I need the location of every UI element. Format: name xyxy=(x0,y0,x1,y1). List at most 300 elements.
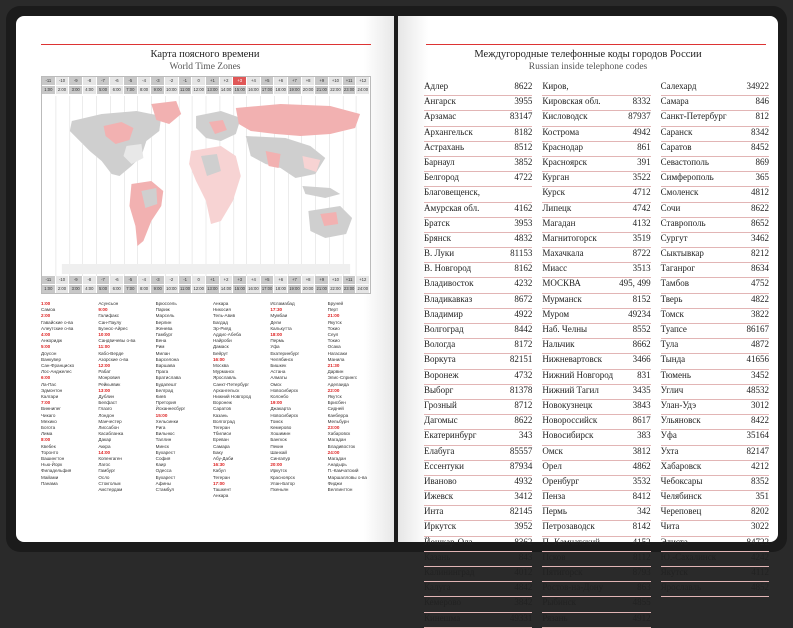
city-name: Вашингтон xyxy=(41,456,65,462)
table-row xyxy=(424,613,532,628)
dial-code: 4842 xyxy=(514,582,533,593)
city-name: Тегеран xyxy=(212,425,230,431)
city-name: Тюмень xyxy=(660,369,691,380)
city-name: Стамбул xyxy=(155,487,175,493)
zone-cell: 2:00 xyxy=(56,285,70,293)
table-row xyxy=(542,446,650,461)
dial-code: 3955 xyxy=(514,96,533,107)
city-name: Владивосток xyxy=(424,278,474,289)
city-time-columns xyxy=(41,301,381,541)
city-name: Париж xyxy=(155,307,170,313)
city-name: Нью-Йорк xyxy=(41,462,63,468)
city-name: Краснодар xyxy=(542,141,583,152)
city-name: Братислава xyxy=(155,375,181,381)
city-name: Углич xyxy=(660,384,684,395)
page-title: Междугородные телефонные коды городов России xyxy=(474,49,702,60)
zone-cell: 19:00 xyxy=(288,86,302,94)
city-name: Фиджи xyxy=(327,480,343,486)
dial-code: 81378 xyxy=(509,384,533,395)
city-name: Ереван xyxy=(212,437,229,443)
table-row xyxy=(424,157,532,172)
zone-cell: +9 xyxy=(315,77,329,85)
dial-code: 8342 xyxy=(750,126,769,137)
zone-cell: 4:00 xyxy=(83,86,97,94)
city-name: Грозный xyxy=(424,399,457,410)
dial-code: 8452 xyxy=(750,141,769,152)
city-name: Магадан xyxy=(327,456,346,462)
dial-code: 8162 xyxy=(514,263,533,274)
city-name: Азорские о-ва xyxy=(98,356,129,362)
city-name: Милан xyxy=(155,350,170,356)
zone-time-label: 4:00 xyxy=(41,332,51,338)
city-name: Туапсе xyxy=(660,324,687,334)
city-name: Ангарск xyxy=(424,96,456,107)
table-row xyxy=(424,96,532,111)
dial-code: 8152 xyxy=(632,293,651,304)
city-name: Алеутские о-ва xyxy=(41,325,74,331)
zone-cell: -3 xyxy=(151,276,165,284)
city-name: Новосибирск xyxy=(542,430,594,441)
city-name: Дублин xyxy=(98,394,115,400)
city-name: Дели xyxy=(270,319,282,325)
table-row xyxy=(424,81,532,96)
zone-cell: +8 xyxy=(302,77,316,85)
city-name: Красноярск xyxy=(270,474,295,480)
city-name: Бейрут xyxy=(212,350,229,356)
zone-cell: 17:00 xyxy=(261,285,275,293)
city-name: Торонто xyxy=(41,449,59,455)
city-name: Манчестер xyxy=(98,418,122,424)
city-name: Афины xyxy=(155,480,171,486)
dial-code: 8142 xyxy=(632,521,651,532)
table-row xyxy=(542,461,650,476)
zone-time-label: 15:00 xyxy=(155,412,168,418)
city-name: Благовещенск, xyxy=(424,187,481,198)
city-name: Воркута xyxy=(424,354,456,365)
zone-time-label: 17:30 xyxy=(270,307,283,313)
city-name: Доусон xyxy=(41,350,57,356)
city-name: Братск xyxy=(424,217,450,228)
zone-cell: -11 xyxy=(42,276,56,284)
city-name: Уфа xyxy=(660,430,677,441)
city-name: Кемерово xyxy=(270,425,292,431)
city-name: Калькутта xyxy=(270,325,292,331)
table-row xyxy=(542,172,650,187)
dial-code: 4152 xyxy=(632,536,651,547)
zone-cell: -8 xyxy=(83,276,97,284)
city-name: Кисловодск xyxy=(542,111,588,122)
city-name: Минск xyxy=(155,443,169,449)
zone-cell: -5 xyxy=(124,276,138,284)
city-name: Чебоксары xyxy=(660,475,703,486)
table-row xyxy=(661,567,769,582)
table-row xyxy=(424,127,532,142)
city-name: Дакар xyxy=(98,437,112,443)
zone-cell: 0 xyxy=(192,77,206,85)
city-name: Пекин xyxy=(270,443,284,449)
city-name: Анкара xyxy=(212,493,229,499)
dial-code: 81153 xyxy=(510,248,533,259)
city-name: Колонбо xyxy=(270,394,289,400)
dial-code: 3513 xyxy=(632,263,651,274)
table-row xyxy=(424,400,532,415)
table-row xyxy=(542,537,650,552)
zone-cell: 9:00 xyxy=(151,285,165,293)
zone-time-label: 19:00 xyxy=(270,400,283,406)
city-name: Магадан xyxy=(542,217,576,228)
city-name: Анадырь xyxy=(327,462,347,468)
city-name: Волгоград xyxy=(212,418,235,424)
dial-code: 4855 xyxy=(632,597,651,608)
dial-code: 8722 xyxy=(632,248,651,259)
city-name: Кемерово xyxy=(424,597,462,608)
city-column xyxy=(98,301,151,541)
city-name: Осака xyxy=(327,344,341,350)
dial-code: 8112 xyxy=(632,551,651,562)
zone-cell: 19:00 xyxy=(288,285,302,293)
dial-code: 8652 xyxy=(750,217,769,228)
zone-cell: 20:00 xyxy=(302,285,316,293)
city-name: Нижний Новгород xyxy=(542,369,614,380)
zone-cell: -1 xyxy=(179,77,193,85)
zone-time-label: 18:00 xyxy=(270,332,283,338)
city-name: Лондон xyxy=(98,412,115,418)
dial-code: 4812 xyxy=(750,187,769,198)
dial-code: 4922 xyxy=(514,308,533,319)
city-name: П.-Камчатский xyxy=(327,468,359,474)
dial-code: 4822 xyxy=(750,293,769,304)
table-row xyxy=(661,81,769,96)
city-name: Богота xyxy=(41,425,56,431)
zone-offset-row-bottom xyxy=(42,276,370,284)
table-row xyxy=(424,370,532,385)
zone-time-label: 7:00 xyxy=(41,400,51,406)
city-name: Никосия xyxy=(212,307,231,313)
city-name: Копенгаген xyxy=(98,456,122,462)
city-name: Челябинск xyxy=(660,491,702,502)
dial-code: 87937 xyxy=(628,111,651,122)
city-name: Астана xyxy=(270,369,286,375)
city-name: Ла-Пас xyxy=(41,381,57,387)
zone-time-label: 1:00 xyxy=(41,301,51,306)
zone-time-label: 6:00 xyxy=(41,375,51,381)
zone-cell: 14:00 xyxy=(220,285,234,293)
city-name: Дамаск xyxy=(212,344,229,350)
zone-cell: 13:00 xyxy=(206,86,220,94)
city-name: Магнитогорск xyxy=(542,232,597,243)
dial-code: 843 xyxy=(518,551,533,562)
city-name: Хабаровск xyxy=(327,431,351,437)
zone-cell: +11 xyxy=(343,77,357,85)
city-name: Киев xyxy=(155,394,166,400)
table-row xyxy=(424,415,532,430)
dial-code: 8622 xyxy=(514,81,533,91)
zone-cell: 5:00 xyxy=(97,86,111,94)
city-name: Якутск xyxy=(327,319,342,325)
dial-code: 4932 xyxy=(514,475,533,486)
city-name: Уфа xyxy=(270,344,280,350)
dial-code: 8512 xyxy=(514,141,533,152)
table-row xyxy=(542,597,650,612)
city-name: Курган xyxy=(542,172,570,183)
table-row xyxy=(424,111,532,126)
city-name: Анкара xyxy=(212,301,229,306)
dial-code: 863 xyxy=(637,582,651,593)
city-name: Ухта xyxy=(660,445,679,456)
zone-cell: 15:00 xyxy=(233,285,247,293)
zone-cell: -8 xyxy=(83,77,97,85)
zone-cell: +4 xyxy=(247,276,261,284)
city-name: Баку xyxy=(212,449,223,455)
dial-code: 8172 xyxy=(514,339,533,350)
city-name: Манила xyxy=(327,356,345,362)
zone-offset-row xyxy=(42,77,370,85)
table-row xyxy=(542,415,650,430)
table-row xyxy=(542,233,650,248)
city-name: Мумбаи xyxy=(270,313,288,319)
city-name: Санкт-Петербург xyxy=(212,381,250,387)
dial-code: 87934 xyxy=(509,460,533,471)
city-name: Симферополь xyxy=(660,172,714,183)
zone-cell: -2 xyxy=(165,77,179,85)
city-name: Тында xyxy=(660,354,686,365)
zone-cell: 3:00 xyxy=(69,86,83,94)
zone-cell: +10 xyxy=(329,77,343,85)
city-name: Монровия xyxy=(98,375,120,381)
table-row xyxy=(424,537,532,552)
table-row xyxy=(661,218,769,233)
city-column xyxy=(41,301,94,541)
dial-code: 8352 xyxy=(750,475,769,486)
city-name: Таганрог xyxy=(660,263,696,274)
zone-time-label: 14:00 xyxy=(98,449,111,455)
city-name: Веллингтон xyxy=(327,487,353,493)
table-row xyxy=(424,278,532,293)
city-name: Таллин xyxy=(155,437,172,443)
dial-code: 4872 xyxy=(750,339,769,350)
city-name: Ижевск xyxy=(424,491,454,502)
city-name: Дарвин xyxy=(327,369,344,375)
city-name: Самара xyxy=(212,443,230,449)
world-map-graphic xyxy=(42,96,370,276)
dial-code: 4722 xyxy=(514,172,533,183)
table-row xyxy=(661,111,769,126)
dial-code: 82147 xyxy=(746,445,769,456)
zone-cell: 24:00 xyxy=(356,285,370,293)
city-name: Иркутск xyxy=(270,468,287,474)
dial-code: 84722 xyxy=(746,536,769,547)
table-row xyxy=(424,203,532,218)
table-row xyxy=(661,157,769,172)
zone-time-label: 5:00 xyxy=(41,344,51,350)
city-name: Эр-Рияд xyxy=(212,325,232,331)
dial-code: 8662 xyxy=(632,339,651,350)
zone-cell: 10:00 xyxy=(165,285,179,293)
city-name: Ставрополь xyxy=(660,217,706,228)
table-row xyxy=(424,324,532,339)
city-name: Сочи xyxy=(660,202,681,213)
city-name: Пятигорск xyxy=(542,567,583,577)
table-row xyxy=(424,187,532,202)
table-row xyxy=(661,370,769,385)
table-row xyxy=(661,248,769,263)
city-name: Абу-Даби xyxy=(212,456,234,462)
zone-cell: 16:00 xyxy=(247,285,261,293)
city-name: Вена xyxy=(155,338,167,344)
city-name: Майами xyxy=(41,474,59,480)
city-name: Виннипег xyxy=(41,406,61,412)
zone-cell: 22:00 xyxy=(329,285,343,293)
city-name: Нижний Новгород xyxy=(212,394,252,400)
dial-code: 8617 xyxy=(632,415,651,426)
city-name: Лагос xyxy=(98,462,111,468)
table-row xyxy=(661,278,769,293)
table-row xyxy=(424,339,532,354)
dial-code: 861 xyxy=(637,141,651,152)
zone-time-row-bottom xyxy=(42,285,370,293)
dial-code: 3953 xyxy=(514,217,533,228)
zone-cell: +6 xyxy=(274,77,288,85)
city-name: Элис-Спрингс xyxy=(327,375,358,381)
city-name: Каир xyxy=(155,462,167,468)
city-name: Прага xyxy=(155,369,169,375)
city-name: Орел xyxy=(542,460,562,471)
dial-code: 365 xyxy=(755,172,769,183)
city-name: Омск xyxy=(270,381,282,387)
city-name: Амурская обл. xyxy=(424,202,480,213)
city-name: Елабуга xyxy=(424,445,455,456)
table-row xyxy=(424,521,532,536)
table-row xyxy=(661,233,769,248)
zone-cell: -3 xyxy=(151,77,165,85)
zone-cell: +2 xyxy=(220,77,234,85)
city-name: Алматы xyxy=(270,375,288,381)
table-row xyxy=(542,309,650,324)
zone-cell: +12 xyxy=(356,77,370,85)
table-row xyxy=(661,309,769,324)
table-row xyxy=(424,263,532,278)
zone-cell: -11 xyxy=(42,77,56,85)
dial-code: 495, 499 xyxy=(619,278,651,289)
city-column xyxy=(213,301,266,541)
table-row xyxy=(661,294,769,309)
city-name: Севастополь xyxy=(660,156,709,167)
zone-cell: -6 xyxy=(110,77,124,85)
city-name: Липецк xyxy=(542,202,572,213)
dial-code: 4732 xyxy=(514,369,533,380)
city-name: Мельбурн xyxy=(327,418,349,424)
city-name: Владимир xyxy=(424,308,463,319)
city-name: Женева xyxy=(155,325,173,331)
zone-cell: -10 xyxy=(56,276,70,284)
top-rule xyxy=(426,44,766,45)
table-row xyxy=(424,582,532,597)
zone-cell: -4 xyxy=(138,276,152,284)
zone-cell: 3:00 xyxy=(69,285,83,293)
table-row xyxy=(424,172,532,187)
dial-code: 4912 xyxy=(632,612,651,623)
city-name: Нальчик xyxy=(542,339,575,350)
city-name: В. Новгород xyxy=(424,263,472,274)
page-title: Карта поясного времени xyxy=(150,49,260,60)
city-name: Токио xyxy=(327,325,340,331)
dial-code: 8552 xyxy=(632,324,651,334)
dial-code: 4852 xyxy=(750,582,769,593)
zone-cell: +3 xyxy=(233,276,247,284)
dial-code: 3466 xyxy=(632,354,651,365)
zone-time-label: 21:30 xyxy=(327,363,340,369)
city-name: Нижний Тагил xyxy=(542,384,599,395)
city-name: Шанхай xyxy=(270,449,287,455)
city-name: П.-Камчатский xyxy=(542,536,600,547)
dial-code: 869 xyxy=(755,156,769,167)
dial-code: 8442 xyxy=(514,324,533,334)
table-row xyxy=(424,385,532,400)
dial-code: 4712 xyxy=(632,187,651,198)
city-name: София xyxy=(155,456,171,462)
dial-code: 4132 xyxy=(632,217,651,228)
dial-code: 831 xyxy=(637,369,651,380)
city-name: Якутск xyxy=(327,394,342,400)
table-row xyxy=(661,476,769,491)
city-name: Претория xyxy=(155,400,177,406)
city-name: Саратов xyxy=(212,406,231,412)
table-row xyxy=(542,111,650,126)
city-name: Тегеран xyxy=(212,474,230,480)
dial-code: 8712 xyxy=(514,399,533,410)
city-name: Владикавказ xyxy=(424,293,473,304)
zone-cell: -4 xyxy=(138,77,152,85)
city-column xyxy=(156,301,209,541)
city-name: Одесса xyxy=(155,468,172,474)
zone-time-label: 2:00 xyxy=(41,313,51,319)
dial-code: 4832 xyxy=(514,232,533,243)
zone-time-label: 20:00 xyxy=(270,462,283,468)
dial-code: 4742 xyxy=(632,202,651,213)
city-name: Гамбург xyxy=(98,468,116,474)
dial-code: 4752 xyxy=(750,278,769,289)
zone-cell: 1:00 xyxy=(42,86,56,94)
zone-cell: +7 xyxy=(288,77,302,85)
city-name: Пхеньян xyxy=(270,487,289,493)
table-row xyxy=(542,248,650,263)
table-row xyxy=(542,430,650,445)
city-name: В. Луки xyxy=(424,248,455,259)
city-name: Астрахань xyxy=(424,141,465,152)
city-name: Белград xyxy=(155,387,174,393)
table-row xyxy=(424,446,532,461)
table-row xyxy=(542,370,650,385)
table-row xyxy=(542,187,650,202)
table-row xyxy=(542,476,650,491)
city-name: Асунсьон xyxy=(98,301,119,306)
zone-time-label: 11:00 xyxy=(98,344,110,350)
dial-code: 85557 xyxy=(509,445,533,456)
city-name: Псков xyxy=(542,551,566,562)
city-name: Курск xyxy=(542,187,566,198)
city-name: Муром xyxy=(542,308,570,319)
dial-code: 3532 xyxy=(632,475,651,486)
city-name: Брюссель xyxy=(155,301,177,306)
dial-code: 4012 xyxy=(514,567,533,577)
city-name: Багдад xyxy=(212,319,228,325)
zone-cell: 16:00 xyxy=(247,86,261,94)
table-row xyxy=(542,278,650,293)
zone-cell: +8 xyxy=(302,276,316,284)
table-row xyxy=(542,385,650,400)
city-name: Казань xyxy=(212,412,228,418)
dial-code: 8212 xyxy=(750,248,769,259)
